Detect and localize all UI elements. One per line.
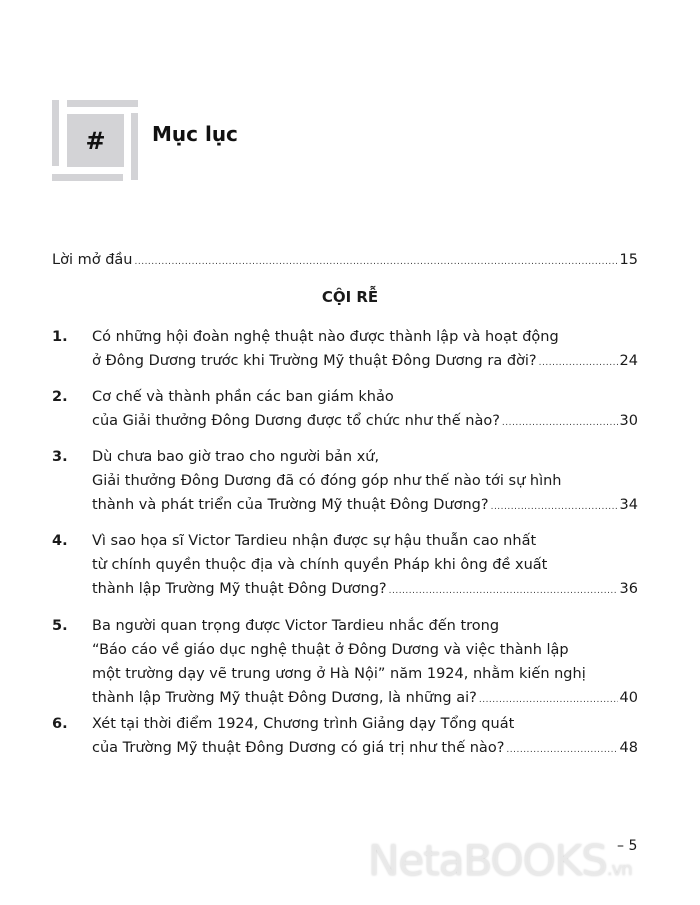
toc-entry-page: 36 — [619, 581, 638, 597]
dot-leader — [491, 495, 618, 519]
watermark: NetaBOOKS.vn — [368, 836, 632, 885]
toc-entry-line: Giải thưởng Đông Dương đã có đóng góp như thế nào tới sự hình — [92, 473, 562, 489]
toc-entry-line: thành lập Trường Mỹ thuật Đông Dương? — [92, 581, 387, 597]
toc-entry[interactable] — [52, 529, 638, 603]
toc-entry[interactable] — [52, 445, 638, 519]
section-heading: CỘI RỄ — [321, 288, 379, 306]
toc-entry-page: 48 — [619, 740, 638, 756]
toc-entry-line: thành lập Trường Mỹ thuật Đông Dương, là những ai? — [92, 690, 477, 706]
toc-entry-page: 34 — [619, 497, 638, 513]
toc-entry-page: 15 — [619, 252, 638, 268]
toc-entry-number: 4. — [52, 533, 68, 549]
toc-entry-page: 24 — [619, 353, 638, 369]
dot-leader — [506, 738, 617, 762]
toc-entry-number: 6. — [52, 716, 68, 732]
toc-entry-number: 5. — [52, 618, 68, 634]
toc-entry-page: 30 — [619, 413, 638, 429]
toc-entry-line: thành và phát triển của Trường Mỹ thuật Đông Dương? — [92, 497, 489, 513]
toc-entry[interactable] — [52, 614, 638, 712]
page-number: – 5 — [617, 838, 638, 854]
toc-entry[interactable] — [52, 385, 638, 435]
toc-entry-line: Xét tại thời điểm 1924, Chương trình Giảng dạy Tổng quát — [92, 716, 515, 732]
toc-entry-line: của Giải thưởng Đông Dương được tổ chức như thế nào? — [92, 413, 500, 429]
toc-entry[interactable] — [52, 325, 638, 375]
toc-entry-page: 40 — [619, 690, 638, 706]
toc-entry-intro[interactable] — [52, 248, 638, 274]
toc-entry-line: Ba người quan trọng được Victor Tardieu nhắc đến trong — [92, 618, 500, 634]
toc-entry-number: 1. — [52, 329, 68, 345]
hash-icon: # — [85, 126, 106, 155]
toc-entry-number: 3. — [52, 449, 68, 465]
toc-entry-line: ở Đông Dương trước khi Trường Mỹ thuật Đông Dương ra đời? — [92, 353, 537, 369]
section-icon — [52, 100, 138, 180]
page-title: Mục lục — [152, 122, 238, 146]
toc-entry-line: của Trường Mỹ thuật Đông Dương có giá trị như thế nào? — [92, 740, 505, 756]
dot-leader — [389, 579, 618, 603]
dot-leader — [479, 688, 618, 712]
toc-entry-line: từ chính quyền thuộc địa và chính quyền Pháp khi ông đề xuất — [92, 557, 548, 573]
toc-entry-label: Lời mở đầu — [52, 252, 133, 268]
toc-entry-line: Dù chưa bao giờ trao cho người bản xứ, — [92, 449, 380, 465]
dot-leader — [502, 411, 618, 435]
dot-leader — [134, 250, 617, 274]
toc-entry[interactable] — [52, 712, 638, 762]
toc-entry-line: Vì sao họa sĩ Victor Tardieu nhận được sự hậu thuẫn cao nhất — [92, 533, 537, 549]
toc-entry-line: một trường dạy vẽ trung ương ở Hà Nội” năm 1924, nhằm kiến nghị — [92, 666, 586, 682]
toc-entry-line: Cơ chế và thành phần các ban giám khảo — [92, 389, 394, 405]
toc-entry-line: “Báo cáo về giáo dục nghệ thuật ở Đông Dương và việc thành lập — [92, 642, 569, 658]
dot-leader — [539, 351, 618, 375]
toc-entry-line: Có những hội đoàn nghệ thuật nào được thành lập và hoạt động — [92, 329, 559, 345]
toc-entry-number: 2. — [52, 389, 68, 405]
